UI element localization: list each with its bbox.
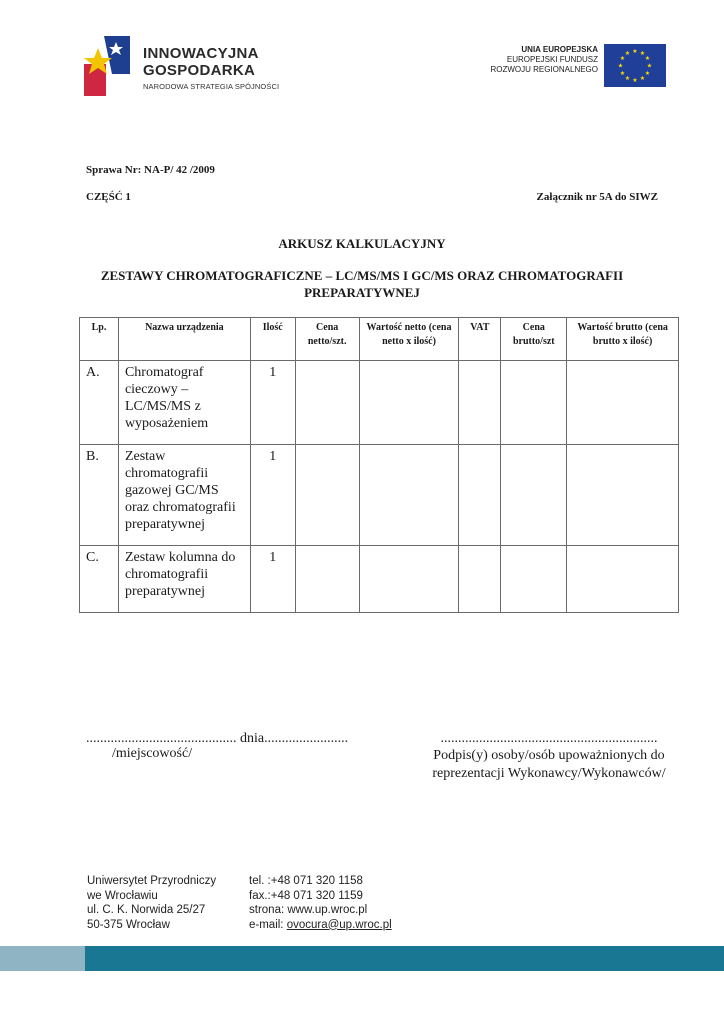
- footer-org-line2: we Wrocławiu: [87, 889, 158, 902]
- header-name: Nazwa urządzenia: [118, 318, 250, 361]
- header-gross-price: Cena brutto/szt: [501, 318, 567, 361]
- svg-text:★: ★: [632, 77, 638, 84]
- logo-title-line1: INNOWACYJNA: [143, 45, 259, 62]
- table-header-row: [80, 318, 679, 361]
- row-gross-price-cell[interactable]: [501, 546, 567, 613]
- row-qty: 1: [250, 361, 295, 445]
- svg-text:★: ★: [617, 62, 624, 70]
- table-row: [80, 361, 679, 445]
- svg-text:★: ★: [632, 48, 638, 55]
- footer-email-line: [249, 918, 392, 933]
- row-gross-price-cell[interactable]: [501, 445, 567, 546]
- row-name: Zestaw chromatografii gazowej GC/MS oraz chromatografii preparatywnej: [118, 445, 250, 546]
- svg-text:★: ★: [624, 50, 631, 57]
- eu-flag-icon: [604, 44, 666, 87]
- svg-text:★: ★: [646, 62, 653, 70]
- eu-line1: UNIA EUROPEJSKA: [521, 45, 598, 54]
- row-lp: C.: [80, 546, 119, 613]
- footer-band-dark: [85, 946, 724, 971]
- row-vat-cell[interactable]: [459, 445, 501, 546]
- part-label: CZĘŚĆ 1: [86, 191, 131, 203]
- row-gross-value-cell[interactable]: [567, 361, 679, 445]
- footer-band-light: [0, 946, 85, 971]
- attachment-label: Załącznik nr 5A do SIWZ: [536, 191, 658, 203]
- svg-text:★: ★: [619, 70, 626, 77]
- row-qty: 1: [250, 546, 295, 613]
- row-net-price-cell[interactable]: [295, 546, 359, 613]
- header-qty: Ilość: [250, 318, 295, 361]
- row-name: Zestaw kolumna do chromatografii preparatywnej: [118, 546, 250, 613]
- row-lp: A.: [80, 361, 119, 445]
- table-row: [80, 546, 679, 613]
- footer-org-line3: ul. C. K. Norwida 25/27: [87, 904, 206, 916]
- place-date-line: ........................................... dnia........................: [86, 731, 349, 746]
- document-title: ARKUSZ KALKULACYJNY: [278, 236, 446, 251]
- row-net-price-cell[interactable]: [295, 361, 359, 445]
- footer-tel: tel. :+48 071 320 1158: [249, 875, 363, 887]
- row-net-value-cell[interactable]: [359, 546, 459, 613]
- logo-title-line2: GOSPODARKA: [143, 62, 256, 79]
- row-name: Chromatograf cieczowy – LC/MS/MS z wyposażeniem: [118, 361, 250, 445]
- row-vat-cell[interactable]: [459, 546, 501, 613]
- innowacyjna-gospodarka-logo-icon: [84, 34, 130, 96]
- footer-org-line4: 50-375 Wrocław: [87, 918, 170, 931]
- svg-text:★: ★: [644, 70, 651, 77]
- calculation-table: [79, 317, 679, 613]
- document-subtitle-line2: PREPARATYWNEJ: [304, 285, 420, 300]
- svg-text:★: ★: [624, 75, 631, 82]
- row-net-value-cell[interactable]: [359, 361, 459, 445]
- signature-line2: reprezentacji Wykonawcy/Wykonawców/: [432, 766, 666, 781]
- svg-text:★: ★: [619, 55, 626, 62]
- header-net-price: Cena netto/szt.: [295, 318, 359, 361]
- row-qty: 1: [250, 445, 295, 546]
- footer-org-line1: Uniwersytet Przyrodniczy: [87, 875, 217, 887]
- row-gross-value-cell[interactable]: [567, 445, 679, 546]
- footer-web: strona: www.up.wroc.pl: [249, 904, 368, 916]
- header-net-value: Wartość netto (cena netto x ilość): [359, 318, 459, 361]
- footer-contact: [249, 874, 392, 932]
- header-lp: Lp.: [80, 318, 119, 361]
- eu-line3: ROZWOJU REGIONALNEGO: [490, 65, 598, 74]
- eu-logo-text: [490, 45, 598, 75]
- row-gross-price-cell[interactable]: [501, 361, 567, 445]
- footer-email-label: e-mail:: [249, 918, 287, 931]
- logo-subtitle: NARODOWA STRATEGIA SPÓJNOŚCI: [143, 82, 280, 91]
- row-net-value-cell[interactable]: [359, 445, 459, 546]
- eu-line2: EUROPEJSKI FUNDUSZ: [506, 55, 598, 64]
- signature-dots: ..............................................................: [440, 731, 658, 746]
- header-vat: VAT: [459, 318, 501, 361]
- table-row: [80, 445, 679, 546]
- footer-fax: fax.:+48 071 320 1159: [249, 889, 363, 902]
- row-vat-cell[interactable]: [459, 361, 501, 445]
- header-gross-value: Wartość brutto (cena brutto x ilość): [567, 318, 679, 361]
- row-lp: B.: [80, 445, 119, 546]
- footer-address: [87, 874, 216, 932]
- document-subtitle-line1: ZESTAWY CHROMATOGRAFICZNE – LC/MS/MS I GC/MS ORAZ CHROMATOGRAFII: [100, 268, 624, 283]
- place-label: /miejscowość/: [112, 746, 193, 761]
- row-net-price-cell[interactable]: [295, 445, 359, 546]
- svg-text:★: ★: [644, 55, 651, 62]
- svg-text:★: ★: [639, 75, 646, 82]
- case-number: Sprawa Nr: NA-P/ 42 /2009: [86, 164, 215, 176]
- footer-email-link[interactable]: ovocura@up.wroc.pl: [286, 918, 392, 931]
- row-gross-value-cell[interactable]: [567, 546, 679, 613]
- svg-text:★: ★: [639, 50, 646, 57]
- signature-line1: Podpis(y) osoby/osób upoważnionych do: [433, 748, 665, 763]
